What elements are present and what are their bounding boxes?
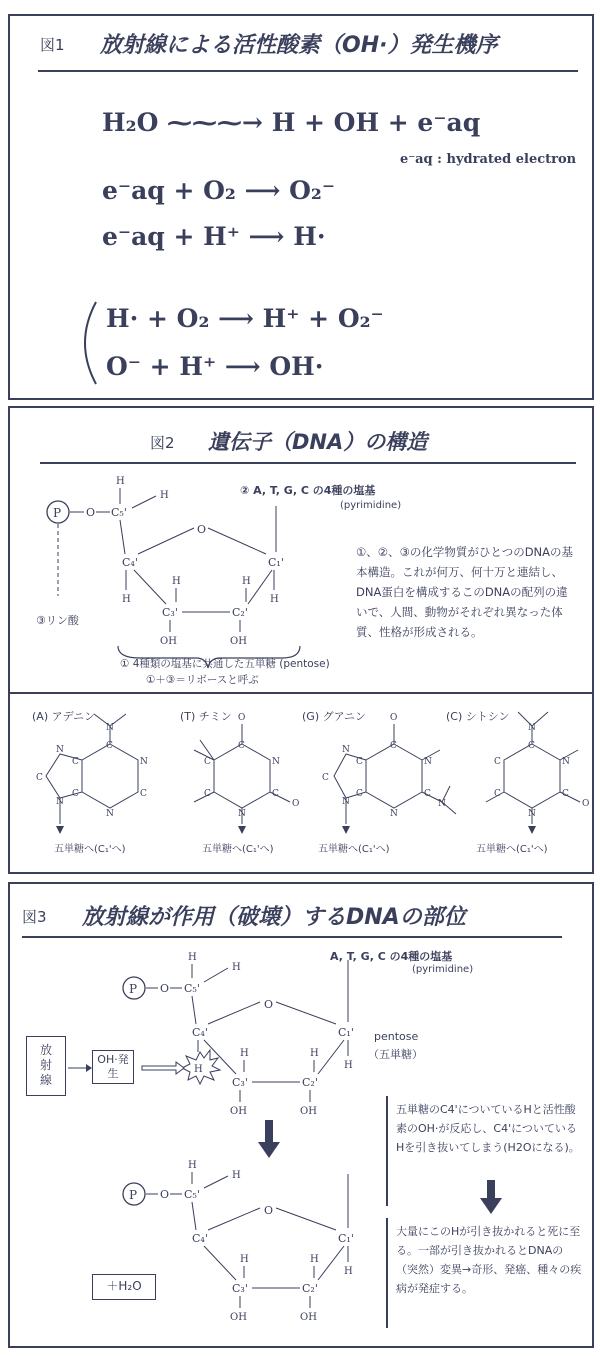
- pentose-label: pentose: [374, 1030, 419, 1043]
- radiation-box: 放射線: [26, 1036, 66, 1096]
- cytosine-to-sugar: 五単糖へ(C₁'へ): [476, 844, 548, 855]
- svg-text:H: H: [232, 962, 241, 973]
- svg-text:O: O: [264, 1204, 274, 1217]
- base-adenine-label: (A) アデニン: [32, 710, 96, 723]
- cytosine-structure: [486, 712, 589, 834]
- svg-text:OH: OH: [300, 1106, 317, 1117]
- figure-1-panel: [8, 14, 594, 400]
- svg-text:N: N: [528, 809, 536, 819]
- svg-text:H: H: [310, 1048, 319, 1059]
- svg-text:H: H: [188, 952, 197, 963]
- explanation-text-1: 五単糖のC4'についているHと活性酸素のOH·が反応し、C4'についているHを引き抜いてしまう(H2Oになる)。: [396, 1103, 580, 1154]
- bases-label: ② A, T, G, C の4種の塩基: [240, 484, 376, 497]
- pyrimidine-label: (pyrimidine): [412, 964, 474, 975]
- figure-3-panel: [8, 882, 594, 1348]
- svg-text:H: H: [160, 490, 169, 501]
- svg-text:H: H: [270, 594, 279, 605]
- svg-text:C₅': C₅': [111, 506, 127, 519]
- svg-text:O: O: [292, 799, 300, 809]
- svg-text:N: N: [238, 809, 246, 819]
- title-underline: [22, 936, 562, 938]
- svg-text:O: O: [160, 982, 170, 995]
- svg-text:C: C: [238, 741, 245, 751]
- svg-text:C: C: [494, 757, 501, 767]
- svg-text:H: H: [172, 576, 181, 587]
- down-arrow-icon: [480, 1180, 502, 1216]
- svg-text:C₁': C₁': [338, 1232, 354, 1245]
- svg-text:C: C: [72, 789, 79, 799]
- svg-text:N: N: [342, 745, 350, 755]
- svg-text:C: C: [204, 789, 211, 799]
- svg-text:C: C: [272, 789, 279, 799]
- svg-text:O: O: [160, 1188, 170, 1201]
- svg-text:C₄': C₄': [192, 1232, 208, 1245]
- svg-text:C: C: [140, 789, 147, 799]
- equation-5: O⁻ + H⁺ ⟶ OH·: [106, 352, 324, 381]
- svg-text:H: H: [194, 1064, 203, 1075]
- figure-3-title: 放射線が作用（破壊）するDNAの部位: [82, 905, 466, 930]
- figure-2-label: 図2: [150, 434, 175, 452]
- explanation-bracket-1: [386, 1096, 388, 1206]
- equation-3: e⁻aq + H⁺ ⟶ H·: [102, 222, 326, 251]
- svg-text:P: P: [129, 1188, 138, 1202]
- phosphate-p-symbol: P: [53, 506, 62, 520]
- svg-text:C₃': C₃': [162, 606, 178, 619]
- svg-text:C: C: [356, 757, 363, 767]
- thymine-structure: [194, 713, 299, 834]
- svg-text:N: N: [106, 809, 114, 819]
- svg-text:N: N: [390, 809, 398, 819]
- svg-text:N: N: [56, 745, 64, 755]
- svg-text:N: N: [528, 723, 536, 733]
- svg-text:O: O: [238, 713, 246, 723]
- svg-text:C: C: [322, 773, 329, 783]
- svg-text:H: H: [344, 1266, 353, 1277]
- svg-text:N: N: [438, 799, 446, 809]
- thymine-to-sugar: 五単糖へ(C₁'へ): [202, 844, 274, 855]
- pyrimidine-label: (pyrimidine): [340, 500, 402, 511]
- equation-4: H· + O₂ ⟶ H⁺ + O₂⁻: [106, 304, 384, 333]
- svg-text:O: O: [264, 998, 274, 1011]
- svg-text:C: C: [36, 773, 43, 783]
- svg-text:OH: OH: [160, 636, 177, 647]
- svg-text:C: C: [204, 757, 211, 767]
- figure-2-title: 遺伝子（DNA）の構造: [208, 430, 428, 454]
- svg-text:N: N: [140, 757, 148, 767]
- phosphate-label: ③リン酸: [36, 614, 79, 627]
- svg-text:O: O: [390, 713, 398, 723]
- svg-text:C₂': C₂': [302, 1076, 318, 1089]
- oh-generation-box: OH·発生: [92, 1050, 134, 1084]
- svg-text:C₃': C₃': [232, 1076, 248, 1089]
- svg-text:C₅': C₅': [184, 1188, 200, 1201]
- explanation-bracket-2: [386, 1218, 388, 1328]
- svg-text:C₁': C₁': [338, 1026, 354, 1039]
- svg-text:C: C: [390, 741, 397, 751]
- hydrated-electron-note: e⁻aq : hydrated electron: [400, 152, 577, 167]
- svg-text:C: C: [356, 789, 363, 799]
- base-structures: [10, 704, 596, 844]
- svg-text:C: C: [72, 757, 79, 767]
- figure-2-panel: [8, 406, 594, 874]
- svg-text:C₄': C₄': [122, 556, 138, 569]
- svg-text:N: N: [342, 797, 350, 807]
- svg-text:C₅': C₅': [184, 982, 200, 995]
- svg-text:OH: OH: [230, 1106, 247, 1117]
- svg-text:N: N: [562, 757, 570, 767]
- svg-text:C₄': C₄': [192, 1026, 208, 1039]
- svg-text:H: H: [240, 1254, 249, 1265]
- sugar-label: ① 4種類の塩基に共通した五単糖 (pentose): [120, 658, 330, 670]
- title-underline: [38, 70, 578, 72]
- svg-text:H: H: [116, 476, 125, 487]
- svg-text:N: N: [424, 757, 432, 767]
- svg-text:C: C: [528, 741, 535, 751]
- svg-text:N: N: [56, 797, 64, 807]
- title-underline: [40, 462, 576, 464]
- svg-text:H: H: [242, 576, 251, 587]
- svg-text:O: O: [582, 799, 590, 809]
- left-bracket: [70, 298, 100, 388]
- dna-description: ①、②、③の化学物質がひとつのDNAの基本構造。これが何万、何十万と連結し、DNA蛋白を構成するこのDNAの配列の違いで、人間、動物がそれぞれ異なった体質、性格が形成される。: [356, 545, 574, 639]
- adenine-structure: [36, 714, 148, 834]
- svg-text:OH: OH: [300, 1312, 317, 1323]
- section-divider: [10, 692, 592, 694]
- figure-1-label: 図1: [40, 36, 65, 54]
- guanine-structure: [322, 713, 456, 834]
- guanine-to-sugar: 五単糖へ(C₁'へ): [318, 844, 390, 855]
- svg-text:H: H: [122, 594, 131, 605]
- explanation-text-2: 大量にこのHが引き抜かれると死に至る。一部が引き抜かれるとDNAの（突然）変異→奇形、発癌、種々の疾病が発症する。: [396, 1225, 582, 1295]
- svg-text:O: O: [197, 523, 207, 536]
- adenine-to-sugar: 五単糖へ(C₁'へ): [54, 844, 126, 855]
- svg-text:C: C: [424, 789, 431, 799]
- base-guanine-label: (G) グアニン: [302, 710, 367, 723]
- svg-text:N: N: [106, 723, 114, 733]
- svg-text:C: C: [494, 789, 501, 799]
- svg-text:O: O: [86, 506, 96, 519]
- figure-1-title: 放射線による活性酸素（OH·）発生機序: [100, 33, 498, 58]
- ribose-label: ①＋③＝リボースと呼ぶ: [146, 674, 259, 686]
- svg-text:C₂': C₂': [302, 1282, 318, 1295]
- svg-text:N: N: [272, 757, 280, 767]
- svg-text:H: H: [344, 1060, 353, 1071]
- base-thymine-label: (T) チミン: [180, 710, 232, 723]
- bases-label: A, T, G, C の4種の塩基: [330, 950, 453, 963]
- svg-text:OH: OH: [230, 1312, 247, 1323]
- nucleotide-structure-before: [10, 940, 596, 1120]
- equation-1: H₂O ⁓⁓⁓→ H + OH + e⁻aq: [102, 108, 481, 137]
- svg-text:C₃': C₃': [232, 1282, 248, 1295]
- figure-3-label: 図3: [22, 908, 47, 926]
- svg-text:H: H: [232, 1170, 241, 1181]
- svg-text:H: H: [188, 1160, 197, 1171]
- nucleotide-structure-after: [10, 1154, 370, 1344]
- plus-water-box: ＋H₂O: [92, 1274, 156, 1300]
- svg-text:OH: OH: [230, 636, 247, 647]
- pentose-jp-label: （五単糖）: [368, 1048, 423, 1061]
- svg-text:C: C: [106, 741, 113, 751]
- svg-text:P: P: [129, 982, 138, 996]
- svg-text:H: H: [240, 1048, 249, 1059]
- svg-text:C₂': C₂': [232, 606, 248, 619]
- svg-text:C₁': C₁': [268, 556, 284, 569]
- equation-2: e⁻aq + O₂ ⟶ O₂⁻: [102, 176, 336, 205]
- svg-text:C: C: [562, 789, 569, 799]
- base-cytosine-label: (C) シトシン: [446, 710, 510, 723]
- svg-text:H: H: [310, 1254, 319, 1265]
